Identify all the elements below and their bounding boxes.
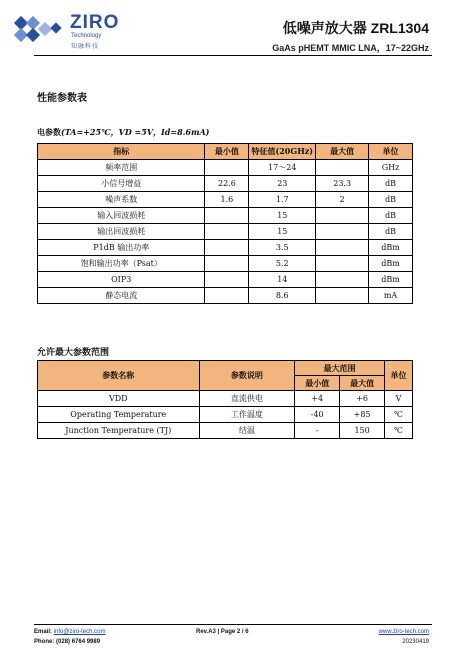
electrical-params-table: [37, 143, 413, 304]
max-cell: [316, 160, 369, 176]
param-name-cell: 饱和输出功率（Psat）: [38, 256, 205, 272]
min-cell: [205, 256, 249, 272]
typ-cell: 3.5: [249, 240, 316, 256]
param-name-cell: P1dB 输出功率: [38, 240, 205, 256]
footer-divider: [34, 624, 432, 625]
table-row: [38, 288, 413, 304]
param-name-cell: OIP3: [38, 272, 205, 288]
phone-label: Phone:: [34, 639, 55, 645]
col-header-max: 最大值: [340, 376, 385, 391]
col-header-min: 最小值: [295, 376, 340, 391]
max-cell: 150: [340, 423, 385, 439]
email-link[interactable]: info@ziro-tech.com: [53, 629, 106, 635]
phone-number: (028) 6764 9989: [56, 639, 101, 645]
absolute-max-table: [37, 360, 413, 439]
logo-subtitle-cn: 知融科技: [71, 44, 100, 50]
table-row: [38, 272, 413, 288]
table-row: [38, 176, 413, 192]
min-cell: -: [295, 423, 340, 439]
typ-cell: 14: [249, 272, 316, 288]
col-header-unit: 单位: [385, 361, 413, 391]
param-name-cell: VDD: [38, 391, 200, 407]
table-row: [38, 240, 413, 256]
unit-cell: dB: [369, 176, 413, 192]
max-cell: 23.3: [316, 176, 369, 192]
min-cell: +4: [295, 391, 340, 407]
param-name-cell: Junction Temperature (TJ): [38, 423, 200, 439]
typ-cell: 1.7: [249, 192, 316, 208]
elec-params-label: 电参数: [37, 127, 61, 137]
max-cell: 2: [316, 192, 369, 208]
param-name-cell: 输出回波损耗: [38, 224, 205, 240]
footer-revision: Rev.A3 | Page 2 / 6: [196, 629, 249, 635]
desc-cell: 工作温度: [199, 407, 295, 423]
unit-cell: mA: [369, 288, 413, 304]
min-cell: [205, 272, 249, 288]
max-cell: [316, 272, 369, 288]
param-name-cell: Operating Temperature: [38, 407, 200, 423]
col-header-typ: 特征值(20GHz): [249, 144, 316, 160]
min-cell: 1.6: [205, 192, 249, 208]
typ-cell: 5.2: [249, 256, 316, 272]
min-cell: [205, 240, 249, 256]
table-row: [38, 208, 413, 224]
table-row: [38, 391, 413, 407]
email-label: Email:: [34, 629, 53, 635]
min-cell: [205, 160, 249, 176]
col-header-range: 最大范围: [295, 361, 385, 376]
param-name-cell: 输入回波损耗: [38, 208, 205, 224]
unit-cell: dB: [369, 192, 413, 208]
website-link[interactable]: www.ziro-tech.com: [378, 629, 429, 635]
unit-cell: V: [385, 391, 413, 407]
col-header-desc: 参数说明: [199, 361, 295, 391]
max-cell: [316, 256, 369, 272]
unit-cell: dB: [369, 208, 413, 224]
unit-cell: ℃: [385, 407, 413, 423]
table-row: [38, 160, 413, 176]
logo-subtitle-en: Technology: [71, 33, 102, 39]
typ-cell: 17～24: [249, 160, 316, 176]
footer-email: [34, 629, 105, 635]
max-cell: [316, 224, 369, 240]
product-subtitle: GaAs pHEMT MMIC LNA，17~22GHz: [272, 43, 429, 53]
max-cell: +6: [340, 391, 385, 407]
abs-max-title: 允许最大参数范围: [37, 348, 110, 358]
unit-cell: dBm: [369, 256, 413, 272]
min-cell: [205, 208, 249, 224]
col-header-param: 指标: [38, 144, 205, 160]
param-name-cell: 频率范围: [38, 160, 205, 176]
table-row: [38, 256, 413, 272]
table-row: [38, 224, 413, 240]
table-row: [38, 192, 413, 208]
desc-cell: 结温: [199, 423, 295, 439]
max-cell: [316, 288, 369, 304]
typ-cell: 15: [249, 208, 316, 224]
min-cell: [205, 288, 249, 304]
unit-cell: dB: [369, 224, 413, 240]
min-cell: -40: [295, 407, 340, 423]
unit-cell: dBm: [369, 240, 413, 256]
test-conditions: [37, 127, 209, 138]
unit-cell: GHz: [369, 160, 413, 176]
table-header-row: [38, 144, 413, 160]
min-cell: 22.6: [205, 176, 249, 192]
param-name-cell: 静态电流: [38, 288, 205, 304]
desc-cell: 直流供电: [199, 391, 295, 407]
typ-cell: 23: [249, 176, 316, 192]
param-name-cell: 小信号增益: [38, 176, 205, 192]
col-header-unit: 单位: [369, 144, 413, 160]
max-cell: [316, 240, 369, 256]
conditions-text: (TA=+25℃，VD =5V，Id=8.6mA): [61, 127, 210, 137]
col-header-min: 最小值: [205, 144, 249, 160]
param-name-cell: 噪声系数: [38, 192, 205, 208]
table-row: [38, 423, 413, 439]
typ-cell: 15: [249, 224, 316, 240]
logo-wordmark: ZIRO: [70, 12, 120, 33]
product-title: 低噪声放大器 ZRL1304: [282, 20, 429, 36]
table-header-row: [38, 361, 413, 376]
table-row: [38, 407, 413, 423]
header-divider: [34, 55, 432, 56]
unit-cell: ℃: [385, 423, 413, 439]
footer-phone: [34, 639, 100, 645]
col-header-name: 参数名称: [38, 361, 200, 391]
min-cell: [205, 224, 249, 240]
typ-cell: 8.6: [249, 288, 316, 304]
max-cell: +85: [340, 407, 385, 423]
section-title: 性能参数表: [37, 93, 87, 104]
footer-date: 20230419: [402, 639, 429, 645]
max-cell: [316, 208, 369, 224]
col-header-max: 最大值: [316, 144, 369, 160]
unit-cell: dBm: [369, 272, 413, 288]
